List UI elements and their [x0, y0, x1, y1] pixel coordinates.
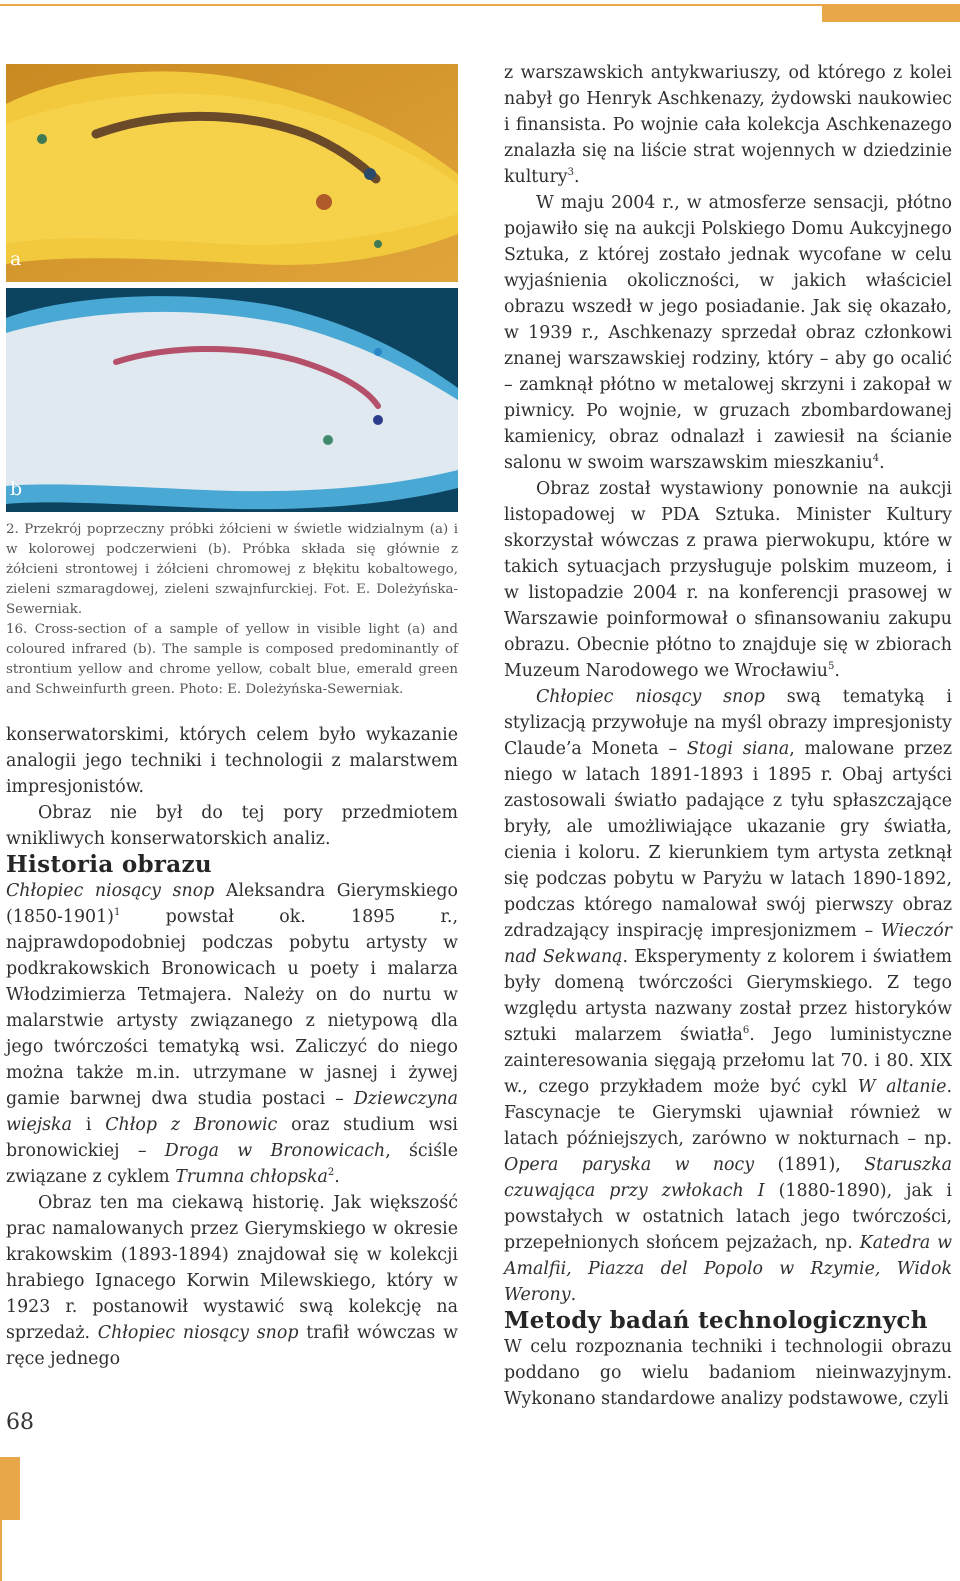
paragraph-auction-2004: W maju 2004 r., w atmosferze sensacji, płótno pojawiło się na aukcji Polskiego Domu Aukcyjnego Sztuka, z której zostało jednak wycofane w celu wyjaśnienia okoliczności, w jakich właściciel obrazu wszedł w jego posiadanie. Jak się okazało, w 1939 r., Aschkenazy sprzedał obraz członkowi znanej warszawskiej rodziny, który – aby go ocalić – zamknął płótno w metalowej skrzyni i zakopał w piwnicy. Po wojnie, w gruzach zbombardowanej kamienicy, obraz odnalazł i zawiesił na ścianie salonu w swoim warszawskim mieszkaniu$^4$. — [504, 193, 952, 473]
paragraph-history-2: Obraz ten ma ciekawą historię. Jak większość prac namalowanych przez Gierymskiego w okresie krakowskim (1893-1894) znajdował się w kolekcji hrabiego Ignacego Korwin Milewskiego, który w 1923 r. postanowił wystawić swą kolekcję na sprzedaż. Chłopiec niosący snop trafił wówczas w ręce jednego — [6, 1193, 458, 1369]
paragraph-impressionism: Chłopiec niosący snop swą tematyką i stylizacją przywołuje na myśl obrazy impresjonisty Claude’a Moneta – Stogi siana, malowane przez niego w latach 1891-1893 i 1895 r. Obaj artyści zastosowali światło padające z tyłu spłaszczające bryły, ale umożliwiające ukazanie gry światła, cienia i koloru. Z kierunkiem tym artysta zetknął się podczas pobytu w Paryżu w latach 1890-1892, podczas którego namalował swój pierwszy obraz zdradzający inspirację impresjonizmem – Wieczór nad Sekwaną. Eksperymenty z kolorem i światłem były domeną twórczości Gierymskiego. Z tego względu artysta nazwany został przez historyków sztuki malarzem światła$^6$. Jego luministyczne zainteresowania sięgają przełomu lat 70. i 80. XIX w., czego przykładem może być cykl W altanie. Fascynacje te Gierymski ujawniał również w latach późniejszych, zarówno w nokturnach – np. Opera paryska w nocy (1891), Staruszka czuwająca przy zwłokach I (1880-1890), jak i powstałych w ostatnich latach jego twórczości, przepełnionych słońcem pejzażach, np. Katedra w Amalfii, Piazza del Popolo w Rzymie, Widok Werony. — [504, 687, 952, 1305]
figure-caption — [6, 520, 458, 700]
figure-caption-polish: 2. Przekrój poprzeczny próbki żółcieni w świetle widzialnym (a) i w kolorowej podczerwieni (b). Próbka składa się głównie z żółcieni strontowej i żółcieni chromowej z błękitu kobaltowego, zieleni szmaragdowej, zieleni szwajnfurckiej. Fot. E. Doleżyńska-Sewerniak. — [6, 522, 458, 617]
figure-caption-english: 16. Cross-section of a sample of yellow in visible light (a) and coloured infrared (b). The sample is composed predominantly of strontium yellow and chrome yellow, cobalt blue, emerald green and Schweinfurth green. Photo: E. Doleżyńska-Sewerniak. — [6, 622, 458, 697]
panel-label-a: a — [10, 248, 22, 270]
panel-label-b: b — [10, 478, 23, 500]
paragraph-purchase: Obraz został wystawiony ponownie na aukcji listopadowej w PDA Sztuka. Minister Kultury skorzystał wówczas z prawa pierwokupu, które w takich sytuacjach przysługuje polskim muzeom, i w listopadzie 2004 r. na konferencji prasowej w Warszawie poinformował o sfinansowaniu zakupu obrazu. Obecnie płótno to znajduje się w zbiorach Muzeum Narodowego we Wrocławiu$^5$. — [504, 479, 952, 681]
paragraph-methods: W celu rozpoznania techniki i technologii obrazu poddano go wielu badaniom nieinwazyjnym. Wykonano standardowe analizy podstawowe, czyli — [504, 1337, 952, 1409]
top-accent-bar — [822, 4, 960, 22]
paragraph-history-1: Chłopiec niosący snop Aleksandra Gierymskiego (1850-1901)$^1$ powstał ok. 1895 r., najprawdopodobniej podczas pobytu artysty w podkrakowskich Bronowicach u poety i malarza Włodzimierza Tetmajera. Należy on do nurtu w malarstwie artysty związanego z nietypową dla jego twórczości tematyką wsi. Zaliczyć do niego można także m.in. utrzymane w jasnej i żywej gamie barwnej dwa studia postaci – Dziewczyna wiejska i Chłop z Bronowic oraz studium wsi bronowickiej – Droga w Bronowicach, ściśle związane z cyklem Trumna chłopska$^2$. — [6, 881, 459, 1187]
paragraph-intro: konserwatorskimi, których celem było wykazanie analogii jego techniki i technologii z malarstwem impresjonistów. — [6, 725, 458, 797]
top-rule — [0, 4, 960, 6]
side-accent-line — [0, 1520, 2, 1581]
left-body-text — [6, 722, 458, 1372]
figure-cross-section — [6, 64, 458, 512]
left-column — [6, 64, 458, 1372]
right-column — [504, 60, 952, 1412]
page-number: 68 — [6, 1410, 34, 1435]
paragraph-analysis-note: Obraz nie był do tej pory przedmiotem wnikliwych konserwatorskich analiz. — [6, 803, 458, 849]
figure-panel-infrared — [6, 288, 458, 512]
section-heading-history: Historia obrazu — [6, 851, 212, 878]
paragraph-collection: z warszawskich antykwariuszy, od którego z kolei nabył go Henryk Aschkenazy, żydowski naukowiec i finansista. Po wojnie cała kolekcja Aschkenazego znalazła się na liście strat wojennych w dziedzinie kultury$^3$. — [504, 63, 952, 187]
figure-panel-visible-light — [6, 64, 458, 282]
side-accent-bar — [0, 1457, 20, 1520]
section-heading-methods: Metody badań technologicznych — [504, 1307, 928, 1334]
